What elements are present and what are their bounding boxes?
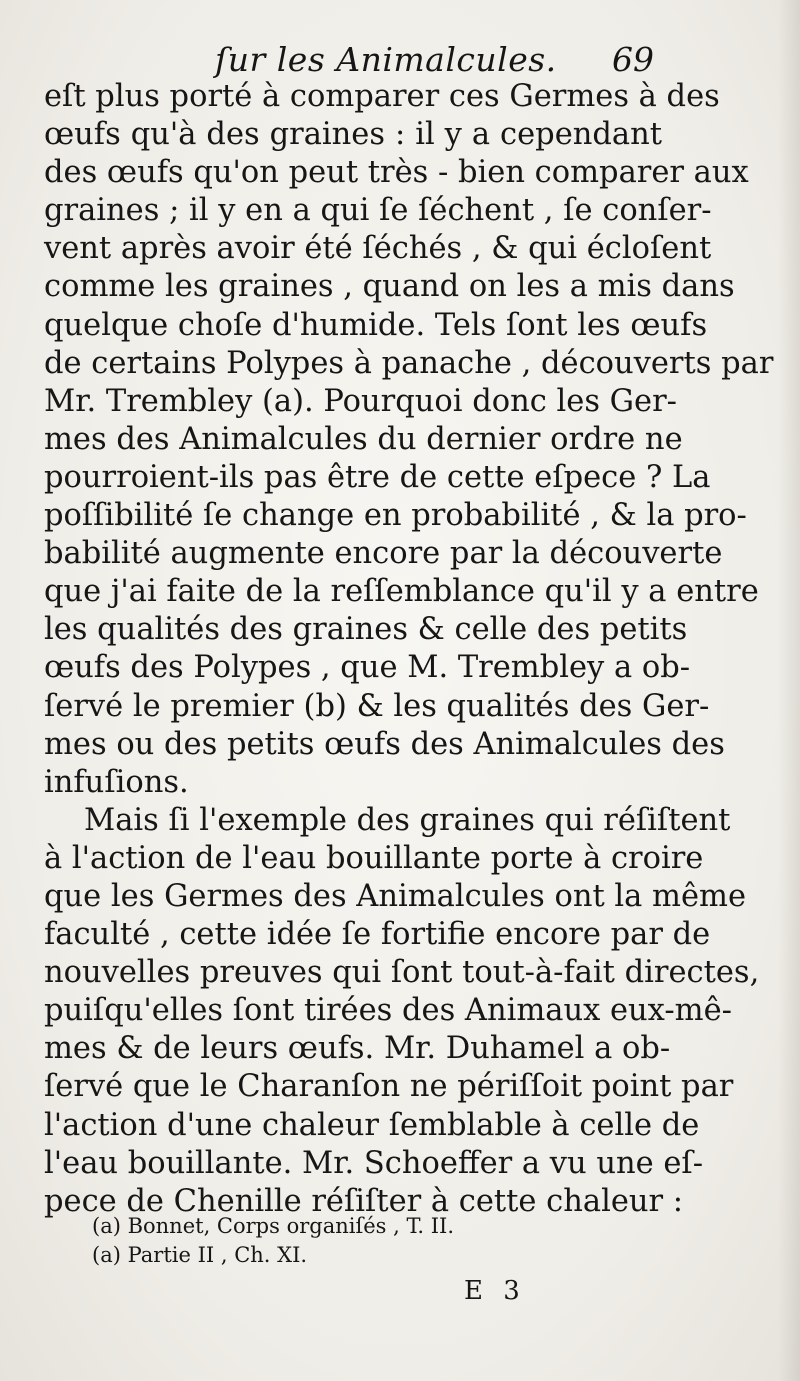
- text-line: Mr. Trembley (a). Pourquoi donc les Ger-: [44, 383, 677, 419]
- text-line: que les Germes des Animalcules ont la même: [44, 878, 746, 914]
- text-line: ſervé que le Charanſon ne périſſoit point par: [44, 1069, 734, 1105]
- text-line: des œufs qu'on peut très - bien comparer aux: [44, 155, 749, 191]
- text-line: de certains Polypes à panache , découverts par: [44, 345, 774, 381]
- text-line: comme les graines , quand on les a mis dans: [44, 269, 735, 305]
- text-line: vent après avoir été ſéchés , & qui écloſent: [44, 231, 712, 267]
- text-line: l'eau bouillante. Mr. Schoeffer a vu une eſ-: [44, 1145, 704, 1181]
- page-edge-shadow: [778, 0, 800, 1381]
- text-line: nouvelles preuves qui ſont tout-à-fait directes,: [44, 955, 760, 991]
- text-line: ſervé le premier (b) & les qualités des Ger-: [44, 688, 710, 724]
- text-line: puiſqu'elles ſont tirées des Animaux eux-mê-: [44, 993, 732, 1029]
- text-line: mes & de leurs œufs. Mr. Duhamel a ob-: [44, 1031, 671, 1067]
- text-line: à l'action de l'eau bouillante porte à croire: [44, 840, 704, 876]
- text-line: graines ; il y en a qui ſe ſéchent , ſe conſer-: [44, 193, 712, 229]
- main-text: [44, 78, 774, 1221]
- text-line: œufs qu'à des graines : il y a cependant: [44, 117, 662, 153]
- text-line: mes ou des petits œufs des Animalcules des: [44, 726, 725, 762]
- running-head: ſur les Animalcules.: [215, 40, 557, 79]
- text-line: mes des Animalcules du dernier ordre ne: [44, 421, 683, 457]
- text-line: l'action d'une chaleur ſemblable à celle de: [44, 1107, 700, 1143]
- text-line: babilité augmente encore par la découverte: [44, 536, 723, 572]
- text-line: quelque choſe d'humide. Tels ſont les œufs: [44, 307, 708, 343]
- text-line: poſſibilité ſe change en probabilité , & la pro-: [44, 498, 747, 534]
- text-line: pece de Chenille réſiſter à cette chaleur :: [44, 1183, 684, 1219]
- footnote: (a) Partie II , Ch. XI.: [92, 1243, 308, 1267]
- text-line: que j'ai faite de la reſſemblance qu'il y a entre: [44, 574, 759, 610]
- text-line: eſt plus porté à comparer ces Germes à des: [44, 79, 720, 114]
- text-line: Mais ſi l'exemple des graines qui réſiſtent: [84, 802, 731, 838]
- text-line: infuſions.: [44, 764, 189, 800]
- text-line: œufs des Polypes , que M. Trembley a ob-: [44, 650, 691, 686]
- page-number: 69: [612, 40, 654, 79]
- footnotes: [92, 1212, 592, 1270]
- text-line: faculté , cette idée ſe fortifie encore par de: [44, 917, 711, 953]
- text-line: les qualités des graines & celle des petits: [44, 612, 688, 648]
- signature-mark: E 3: [464, 1276, 526, 1306]
- footnote: (a) Bonnet, Corps organiſés , T. II.: [92, 1214, 454, 1238]
- text-line: pourroient-ils pas être de cette eſpece ? La: [44, 459, 711, 495]
